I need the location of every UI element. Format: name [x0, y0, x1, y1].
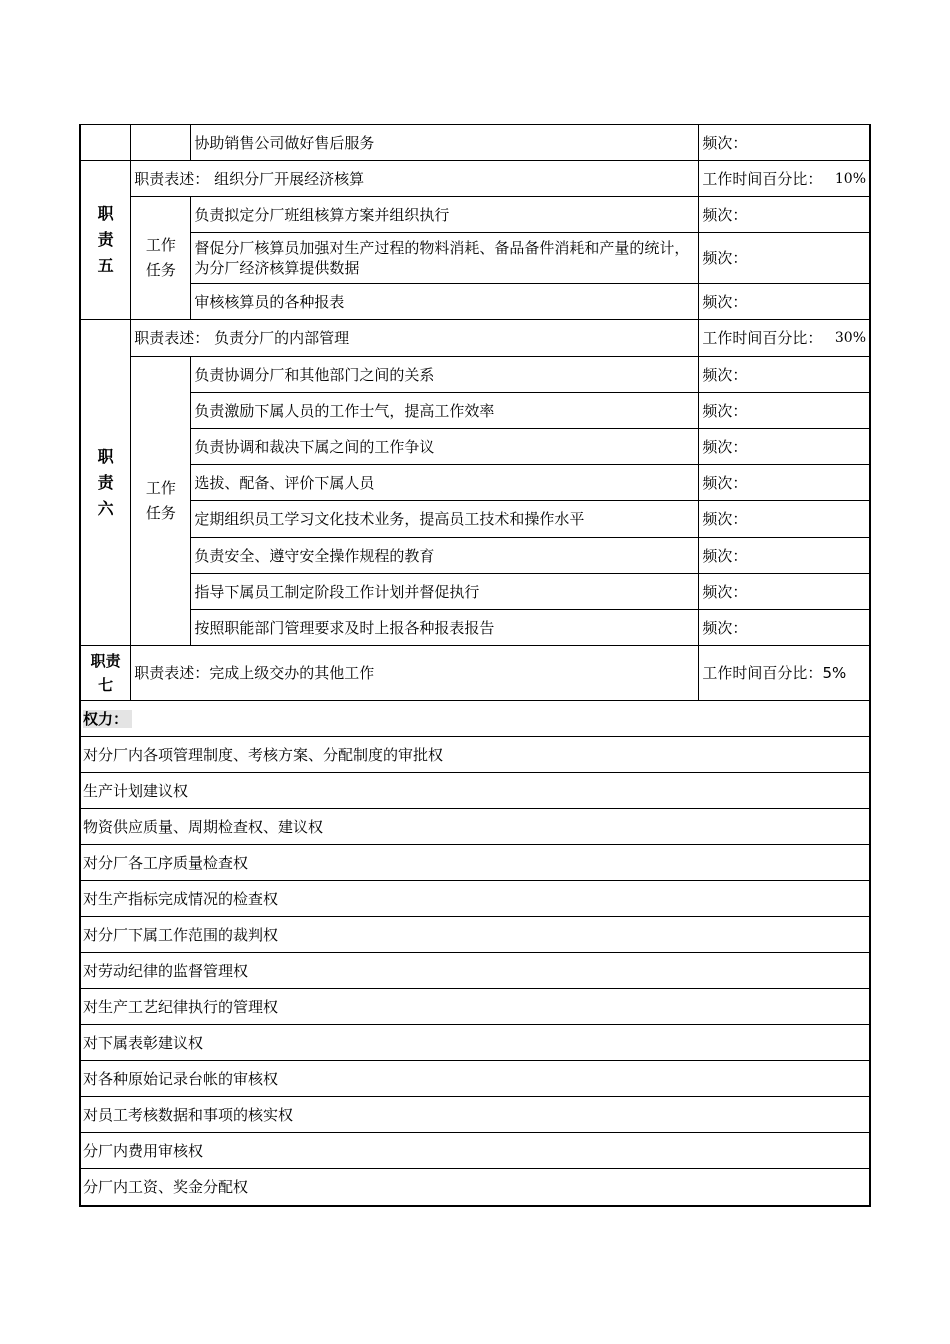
power-row — [80, 1061, 870, 1097]
power-row — [80, 953, 870, 989]
task-text: 指导下属员工制定阶段工作计划并督促执行 — [191, 574, 699, 610]
power-row — [80, 881, 870, 917]
task-text: 定期组织员工学习文化技术业务，提高员工技术和操作水平 — [191, 501, 699, 538]
table-row — [80, 393, 870, 429]
power-item: 对员工考核数据和事项的核实权 — [80, 1097, 870, 1133]
frequency-cell: 频次： — [699, 538, 870, 574]
task-text: 审核核算员的各种报表 — [191, 284, 699, 320]
job-description-table — [79, 124, 871, 1207]
task-text: 负责拟定分厂班组核算方案并组织执行 — [191, 197, 699, 233]
frequency-cell: 频次： — [699, 501, 870, 538]
table-row — [80, 357, 870, 393]
frequency-cell: 频次： — [699, 284, 870, 320]
task-text: 负责协调分厂和其他部门之间的关系 — [191, 357, 699, 393]
table-row — [80, 610, 870, 646]
power-row — [80, 809, 870, 845]
power-item: 对下属表彰建议权 — [80, 1025, 870, 1061]
power-row — [80, 1133, 870, 1169]
power-item: 对生产指标完成情况的检查权 — [80, 881, 870, 917]
table-row — [80, 538, 870, 574]
task-text: 负责协调和裁决下属之间的工作争议 — [191, 429, 699, 465]
frequency-cell: 频次： — [699, 393, 870, 429]
duty5-label: 职 责 五 — [80, 161, 131, 320]
duty6-label: 职 责 六 — [80, 320, 131, 646]
frequency-cell: 频次： — [699, 574, 870, 610]
power-row — [80, 1097, 870, 1133]
power-item: 对分厂下属工作范围的裁判权 — [80, 917, 870, 953]
power-row — [80, 989, 870, 1025]
power-item: 分厂内工资、奖金分配权 — [80, 1169, 870, 1206]
duty7-row — [80, 646, 870, 701]
frequency-cell: 频次： — [699, 429, 870, 465]
power-row — [80, 1025, 870, 1061]
duty6-task-label: 工作 任务 — [131, 357, 191, 646]
task-text: 选拔、配备、评价下属人员 — [191, 465, 699, 501]
table-row — [80, 233, 870, 284]
power-item: 物资供应质量、周期检查权、建议权 — [80, 809, 870, 845]
power-header-row — [80, 701, 870, 737]
frequency-cell: 频次： — [699, 197, 870, 233]
duty6-desc-row — [80, 320, 870, 357]
duty7-time-percent: 工作时间百分比：5% — [699, 646, 870, 701]
power-row — [80, 1169, 870, 1206]
power-item: 对劳动纪律的监督管理权 — [80, 953, 870, 989]
power-item: 对分厂各工序质量检查权 — [80, 845, 870, 881]
frequency-cell: 频次： — [699, 610, 870, 646]
task-text: 按照职能部门管理要求及时上报各种报表报告 — [191, 610, 699, 646]
table-row — [80, 501, 870, 538]
power-row — [80, 737, 870, 773]
table-row — [80, 429, 870, 465]
frequency-cell: 频次： — [699, 465, 870, 501]
frequency-cell: 频次： — [699, 357, 870, 393]
power-item: 分厂内费用审核权 — [80, 1133, 870, 1169]
task-text: 负责安全、遵守安全操作规程的教育 — [191, 538, 699, 574]
duty5-description: 职责表述： 组织分厂开展经济核算 — [131, 161, 699, 197]
power-item: 生产计划建议权 — [80, 773, 870, 809]
table-row — [80, 197, 870, 233]
table-row — [80, 125, 870, 161]
table-row — [80, 574, 870, 610]
duty6-description: 职责表述： 负责分厂的内部管理 — [131, 320, 699, 357]
frequency-cell: 频次： — [699, 125, 870, 161]
duty6-time-percent: 工作时间百分比： 30% — [699, 320, 870, 357]
power-title: 权力： — [80, 701, 870, 737]
duty7-label: 职责 七 — [80, 646, 131, 701]
task-text: 协助销售公司做好售后服务 — [191, 125, 699, 161]
power-item: 对生产工艺纪律执行的管理权 — [80, 989, 870, 1025]
duty5-task-label: 工作 任务 — [131, 197, 191, 320]
frequency-cell: 频次： — [699, 233, 870, 284]
power-row — [80, 917, 870, 953]
table-row — [80, 284, 870, 320]
power-row — [80, 845, 870, 881]
duty5-time-percent: 工作时间百分比： 10% — [699, 161, 870, 197]
duty7-description: 职责表述：完成上级交办的其他工作 — [131, 646, 699, 701]
task-text: 负责激励下属人员的工作士气，提高工作效率 — [191, 393, 699, 429]
task-text: 督促分厂核算员加强对生产过程的物料消耗、备品备件消耗和产量的统计，为分厂经济核算提供数据 — [191, 233, 699, 284]
power-item: 对各种原始记录台帐的审核权 — [80, 1061, 870, 1097]
power-row — [80, 773, 870, 809]
duty5-desc-row — [80, 161, 870, 197]
power-item: 对分厂内各项管理制度、考核方案、分配制度的审批权 — [80, 737, 870, 773]
table-row — [80, 465, 870, 501]
